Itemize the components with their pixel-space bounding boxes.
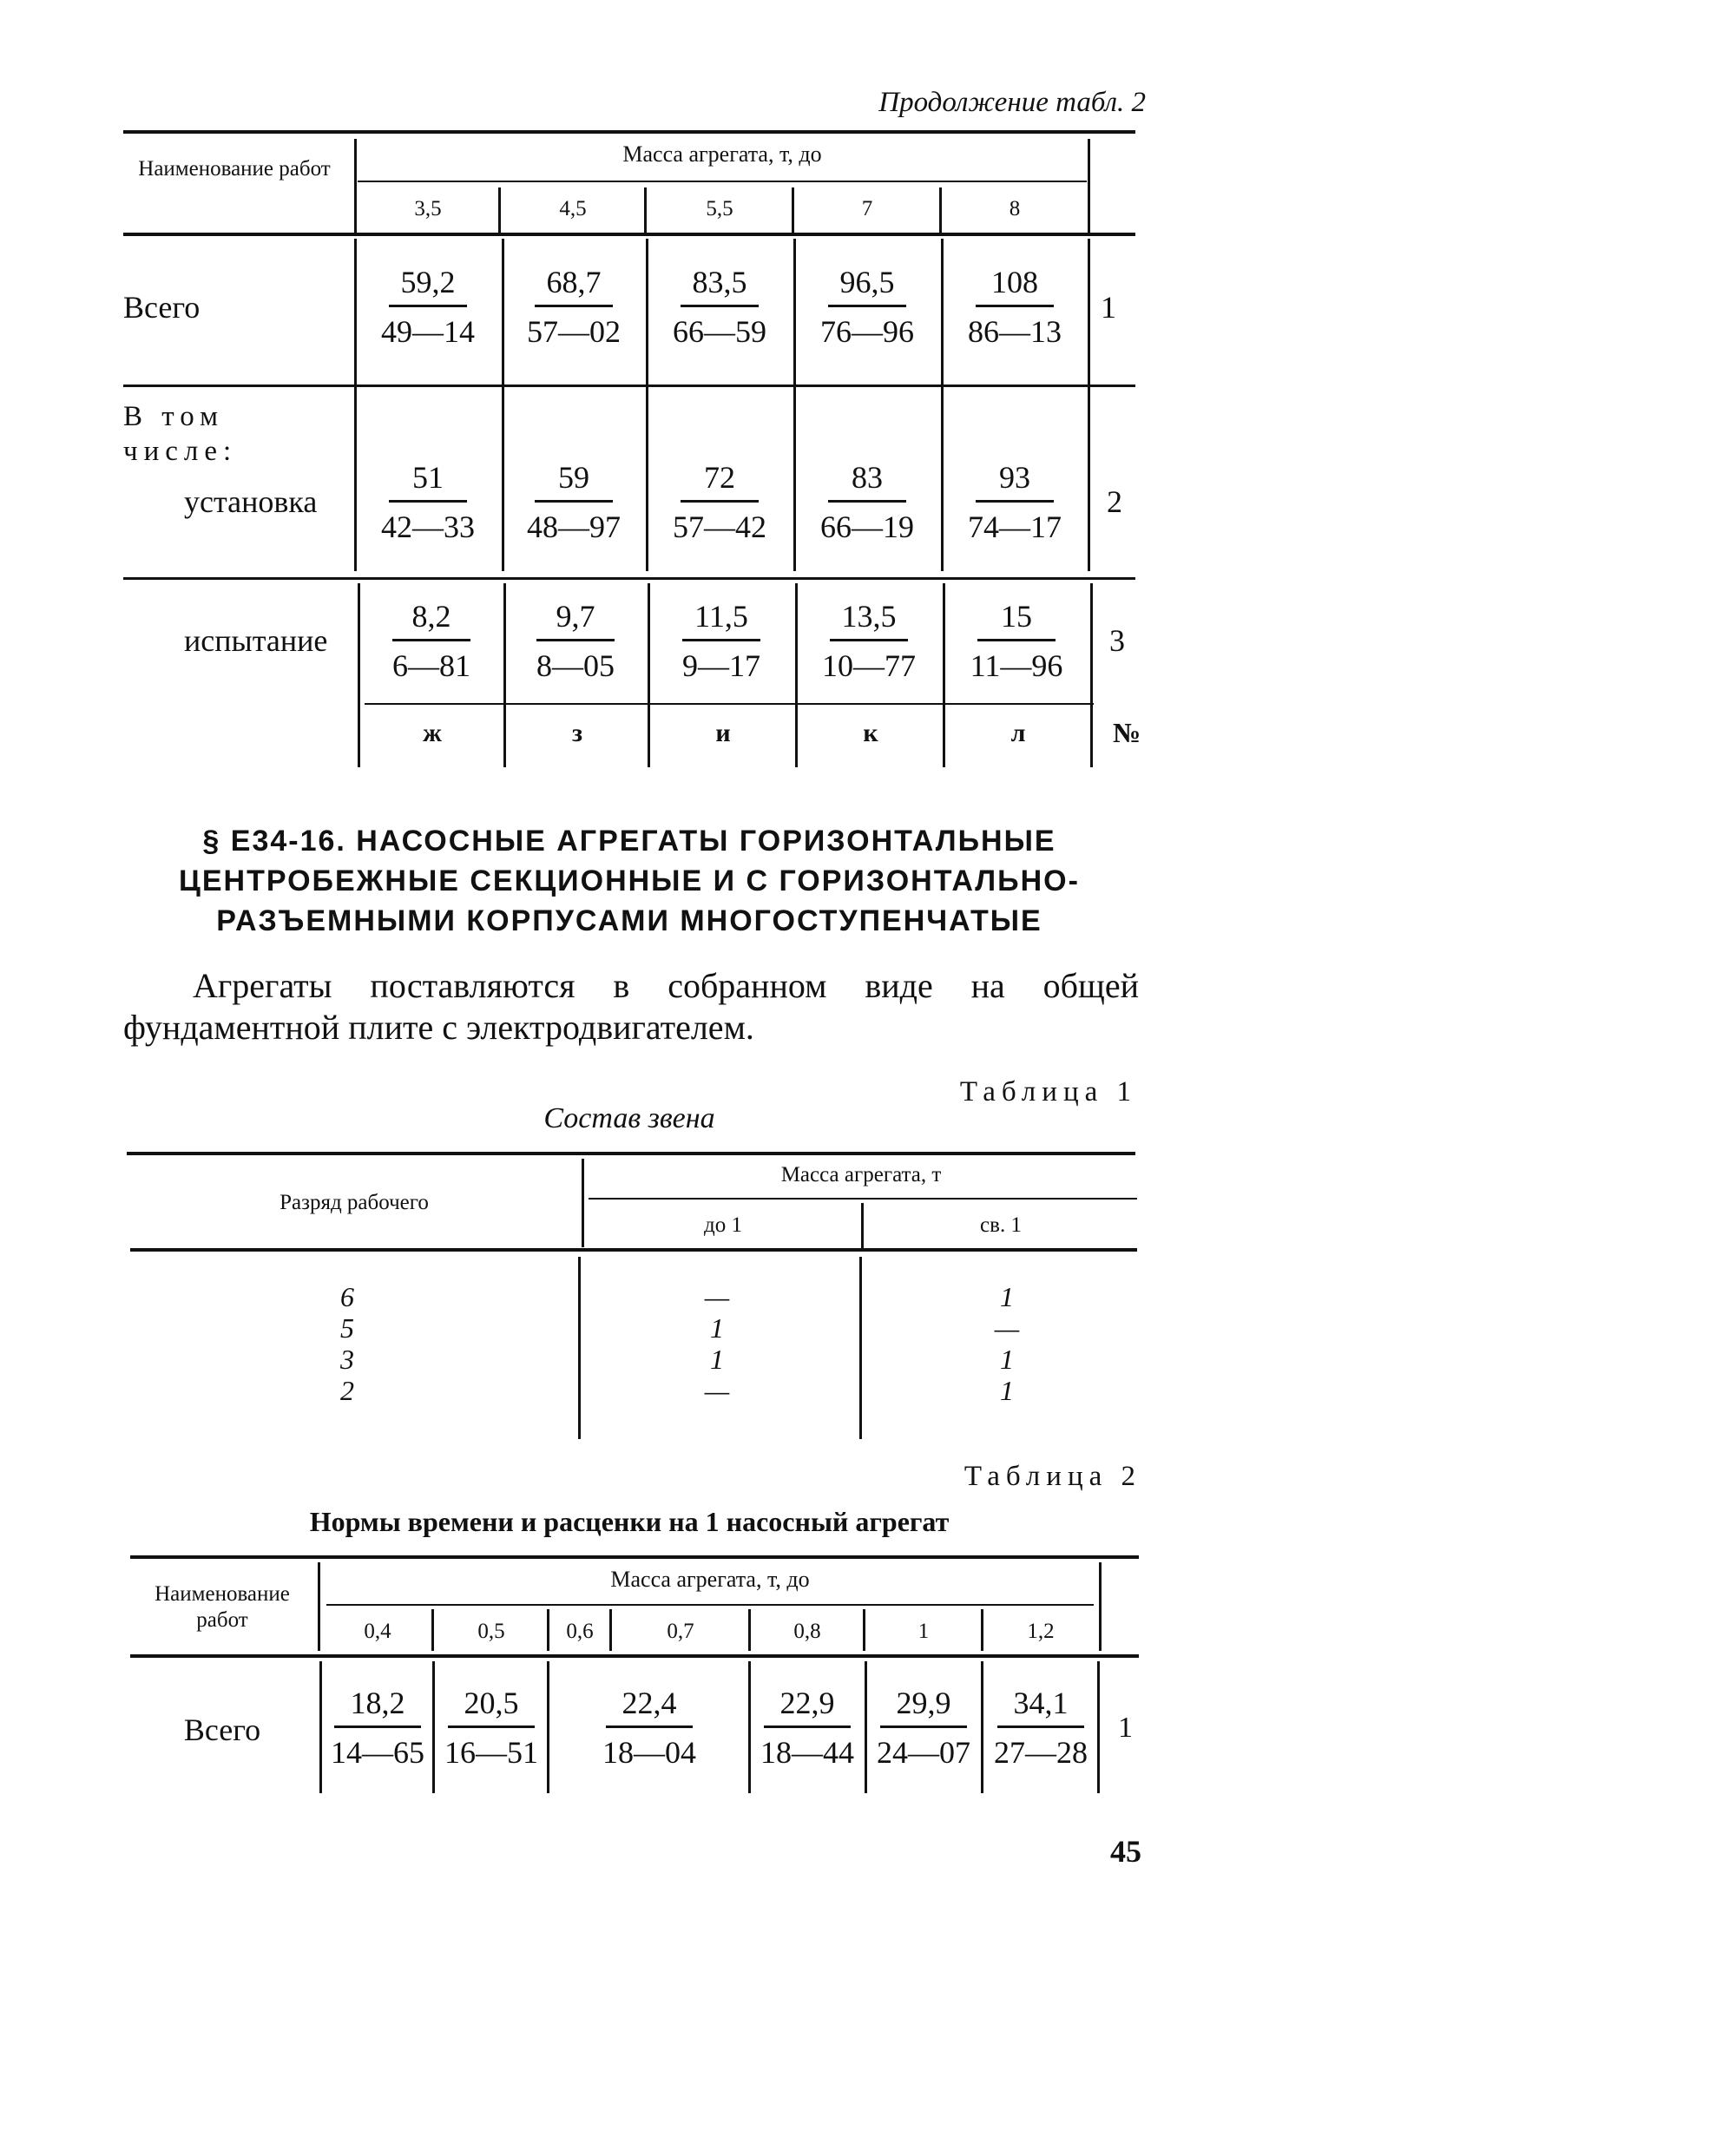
value-cell: 22,9 18—44 [760,1686,854,1770]
value-cell: 72 57—42 [673,460,766,544]
rank-list [312,1281,382,1406]
index-cell: з [571,719,583,747]
value-cell: 13,5 10—77 [822,599,916,683]
count: — [704,1375,730,1406]
table-caption: Состав звена [543,1102,715,1134]
col-header: 8 [1009,197,1021,220]
body-paragraph-line: Агрегаты поставляются в собранном виде на общей [193,966,1139,1005]
header-bottom-rule [130,1654,1139,1658]
table-label: Таблица 2 [964,1461,1141,1492]
rank: 5 [340,1312,354,1344]
value-cell: 93 74—17 [968,460,1062,544]
col-header: 0,6 [566,1620,594,1643]
col-header: 0,4 [364,1620,391,1643]
col-header: 0,5 [477,1620,505,1643]
count: 1 [710,1344,724,1375]
col-header: 0,8 [793,1620,821,1643]
table-rule [130,1555,1139,1559]
value-cell: 20,5 16—51 [444,1686,538,1770]
index-cell: ж [423,719,442,747]
rank: 2 [340,1375,354,1406]
col-header: 1,2 [1027,1620,1055,1643]
col-header: 7 [861,197,873,220]
col-header: 0,7 [667,1620,694,1643]
index-cell: л [1010,719,1026,747]
row-label: установка [184,484,318,519]
col-rank-header: Разряд рабочего [280,1191,429,1214]
value-cell: 59,2 49—14 [381,265,475,349]
over-1-list [972,1281,1042,1406]
mass-header-rule [589,1198,1137,1200]
value-cell: 34,1 27—28 [994,1686,1088,1770]
count: 1 [710,1312,724,1344]
mass-header: Масса агрегата, т [780,1163,942,1186]
mass-header: Масса агрегата, т, до [610,1567,810,1592]
value-cell: 51 42—33 [381,460,475,544]
col-header: 1 [917,1620,930,1643]
value-cell: 83,5 66—59 [673,265,766,349]
count: 1 [1000,1344,1014,1375]
value-cell: 83 66—19 [820,460,914,544]
index-cell: и [715,719,731,747]
rank: 3 [340,1344,354,1375]
value-cell: 15 11—96 [970,599,1063,683]
row-label: испытание [184,623,328,658]
row-number: 3 [1109,623,1125,658]
row-number: 1 [1118,1712,1133,1744]
value-cell: 22,4 18—04 [602,1686,696,1770]
count: — [704,1281,730,1312]
index-rule [365,703,1094,705]
index-number-sign: № [1113,717,1141,748]
count: 1 [1000,1281,1014,1312]
value-cell: 8,2 6—81 [392,599,470,683]
col-header: 5,5 [706,197,733,220]
row-rule [123,385,1135,387]
up-to-1-list [682,1281,752,1406]
body-paragraph-line: фундаментной плите с электродвигателем. [123,1008,754,1047]
value-cell: 11,5 9—17 [682,599,760,683]
section-title-line: ЦЕНТРОБЕЖНЫЕ СЕКЦИОННЫЕ И С ГОРИЗОНТАЛЬНО- [179,864,1080,897]
sub-col-header: св. 1 [980,1213,1022,1237]
index-cell: к [863,719,878,747]
mass-header: Масса агрегата, т, до [622,141,822,167]
row-rule [123,577,1135,580]
table-rule [127,1152,1135,1155]
count: — [994,1312,1020,1344]
row-number: 1 [1101,290,1116,325]
value-cell: 18,2 14—65 [331,1686,424,1770]
mass-header-rule [358,181,1087,182]
header-name: Наименование работ [138,157,331,181]
header-bottom-rule [123,233,1135,236]
section-title-line: § Е34-16. НАСОСНЫЕ АГРЕГАТЫ ГОРИЗОНТАЛЬНЫЕ [202,825,1056,858]
count: 1 [1000,1375,1014,1406]
value-cell: 68,7 57—02 [527,265,621,349]
table-top-rule [123,130,1135,134]
table-caption: Нормы времени и расценки на 1 насосный агрегат [309,1506,950,1537]
rank: 6 [340,1281,354,1312]
row-label-intro: В том числе: [123,401,238,467]
header-bottom-rule [130,1248,1137,1252]
row-label: Всего [183,1712,261,1747]
mass-header-rule [326,1604,1094,1606]
col-header: 3,5 [414,197,442,220]
value-cell: 59 48—97 [527,460,621,544]
value-cell: 108 86—13 [968,265,1062,349]
continuation-label: Продолжение табл. 2 [878,87,1146,118]
section-title-line: РАЗЪЕМНЫМИ КОРПУСАМИ МНОГОСТУПЕНЧАТЫЕ [216,904,1042,937]
table-label: Таблица 1 [959,1076,1137,1108]
col-header: 4,5 [559,197,587,220]
value-cell: 29,9 24—07 [877,1686,970,1770]
value-cell: 9,7 8—05 [536,599,615,683]
page-number: 45 [1110,1834,1141,1869]
row-number: 2 [1107,484,1122,519]
header-name: Наименование работ [155,1582,290,1632]
value-cell: 96,5 76—96 [820,265,914,349]
sub-col-header: до 1 [704,1213,742,1237]
row-label: Всего [123,290,201,325]
